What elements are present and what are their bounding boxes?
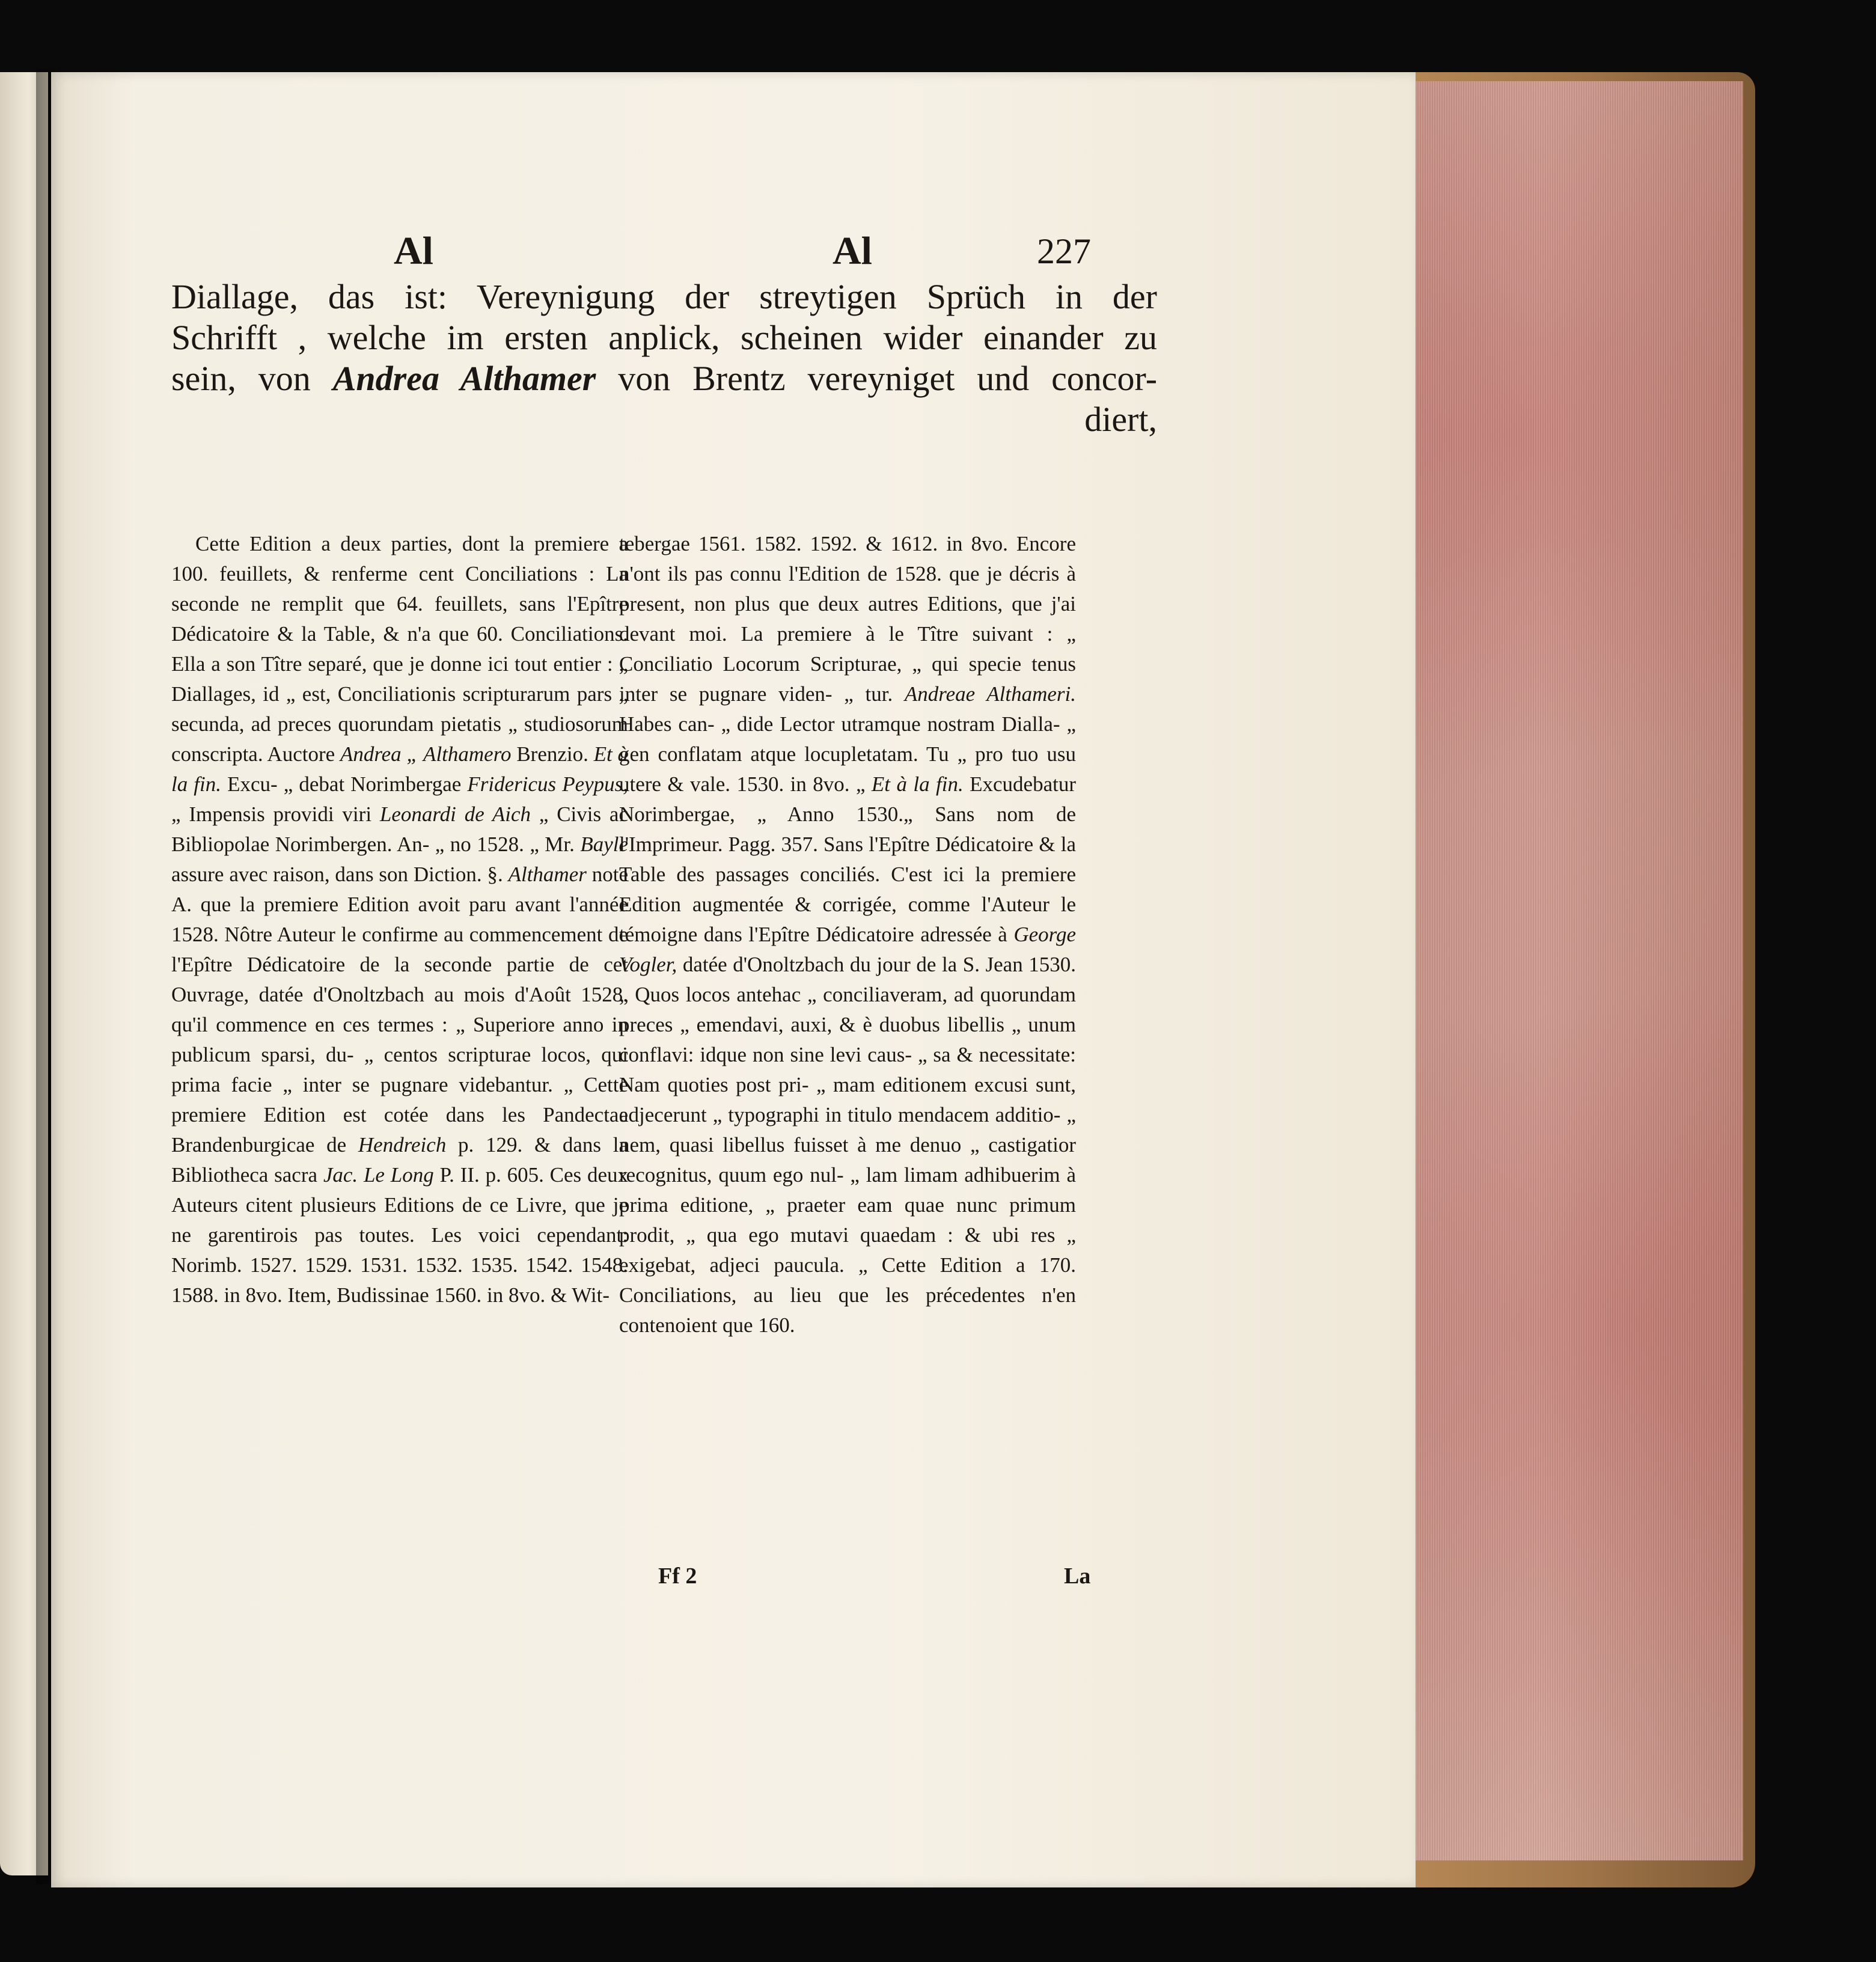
left-column [171,529,628,1310]
text-run: Cette Edition a deux parties, dont la premiere a 100. feuillets, & renferme cent Conciliations : La seconde ne remplit que 64. feuillets, sans l'Epître Dédicatoire & la Table, & n'a que 60. Conciliations. Ella a son Tître separé, que je donne ici tout entier : „ Diallages, id „ est, Conciliationis scripturarum pars „ secunda, ad preces quorundam pietatis „ studiosorum conscripta. Auctore [171,532,628,766]
text-run: datée d'Onoltzbach du jour de la S. Jean 1530. „ Quos locos antehac „ conciliaveram, ad quorundam preces „ emendavi, auxi, & è duobus libellis „ unum conflavi: idque non sine levi caus- „ sa & necessitate: Nam quoties post pri- „ mam editionem excusi sunt, adjecerunt „ typographi in titulo mendacem additio- „ nem, quasi libellus fuisset à me denuo „ castigatior recognitus, quum ego nul- „ lam limam adhibuerim à prima editione, „ praeter eam quae nunc primum prodit, „ qua ego mutavi quaedam : & ubi res „ exigebat, adjeci paucula. „ Cette Edition a 170. Conciliations, au lieu que les précedentes n'en contenoient que 160. [619,953,1077,1337]
signature-mark: Ff 2 [658,1563,697,1589]
italic-run: George Vogler, [619,923,1076,976]
title-line-3-a: sein, von [171,359,311,398]
text-run: note A. que la premiere Edition avoit paru avant l'année 1528. Nôtre Auteur le confirme au commencement de l'Epître Dédicatoire de la seconde partie de cet Ouvrage, datée d'Onoltzbach au mois d'Août 1528. qu'il commence en ces termes : „ Superiore anno in publicum sparsi, du- „ centos scripturae locos, qui prima facie „ inter se pugnare videbantur. „ Cette premiere Edition est cotée dans les Pandectae Brandenburgicae de [171,863,628,1157]
italic-run: Hendreich [358,1133,447,1157]
page-fore-edge [1407,81,1743,1860]
entry-title [171,277,1157,440]
text-run: tebergae 1561. 1582. 1592. & 1612. in 8vo. Encore n'ont ils pas connu l'Edition de 1528. que je décris à present, non plus que deux autres Editions, que j'ai devant moi. La premiere à le Tître suivant : „ Conciliatio Locorum Scripturae, „ qui specie tenus inter se pugnare viden- „ tur. [619,532,1076,706]
running-head [51,228,1416,283]
italic-run: Leonardi de Aich [379,802,531,826]
catchword: La [1064,1563,1091,1589]
text-run: assure avec raison, dans son Diction. §. [171,863,503,886]
italic-run: Andrea „ Althamero [340,742,512,766]
text-run: Brenzio. [516,742,588,766]
italic-run: Jac. Le Long [323,1163,434,1187]
text-run: Habes can- „ dide Lector utramque nostram Dialla- „ gen conflatam atque locupletatam. Tu „ pro tuo usu utere & vale. 1530. in 8vo. „ [619,712,1076,796]
author-name: Andrea Althamer [332,359,596,398]
right-paragraph [619,529,1076,1340]
title-line-2: Schrifft , welche im ersten anplick, scheinen wider einander zu [171,318,1157,357]
title-line-4: diert, [1084,400,1157,439]
left-paragraph [171,529,628,1310]
title-line-1: Diallage, das ist: Vereynigung der streytigen Sprüch in der [171,277,1157,316]
italic-run: Althamer [508,863,587,886]
book-page [51,72,1416,1887]
italic-run: Et à la fin. [171,742,629,796]
running-head-left: Al [394,229,433,273]
text-run: p. 129. & dans la Bibliotheca sacra [171,1133,629,1187]
italic-run: Fridericus Peypus, [467,772,629,796]
running-head-center: Al [833,229,872,273]
italic-run: Andreae Althameri. [904,682,1077,706]
title-line-3 [171,358,1157,399]
text-run: P. II. p. 605. Ces deux Auteurs citent plusieurs Editions de ce Livre, que je ne garentirois pas toutes. Les voici cependant: Norimb. 1527. 1529. 1531. 1532. 1535. 1542. 1548. 1588. in 8vo. Item, Budissinae 1560. in 8vo. & Wit- [171,1163,629,1307]
title-line-3-b: von Brentz vereyniget und concor- [618,359,1158,398]
text-run: Excudebatur Norimbergae, „ Anno 1530.„ Sans nom de l'Imprimeur. Pagg. 357. Sans l'Epître Dédicatoire & la Table des passages conciliés. C'est ici la premiere Edition augmentée & corrigée, comme l'Auteur le témoigne dans l'Epître Dédicatoire adressée à [619,772,1077,946]
text-run: Excu- „ debat Norimbergae [227,772,462,796]
text-run: „ Impensis providi viri [171,802,372,826]
text-run: „ Civis ac Bibliopolae Norimbergen. An- „ no 1528. „ Mr. [171,802,629,856]
page-number: 227 [1037,231,1091,271]
italic-run: Bayle [580,833,628,856]
right-column [619,529,1076,1340]
italic-run: Et à la fin. [871,772,964,796]
